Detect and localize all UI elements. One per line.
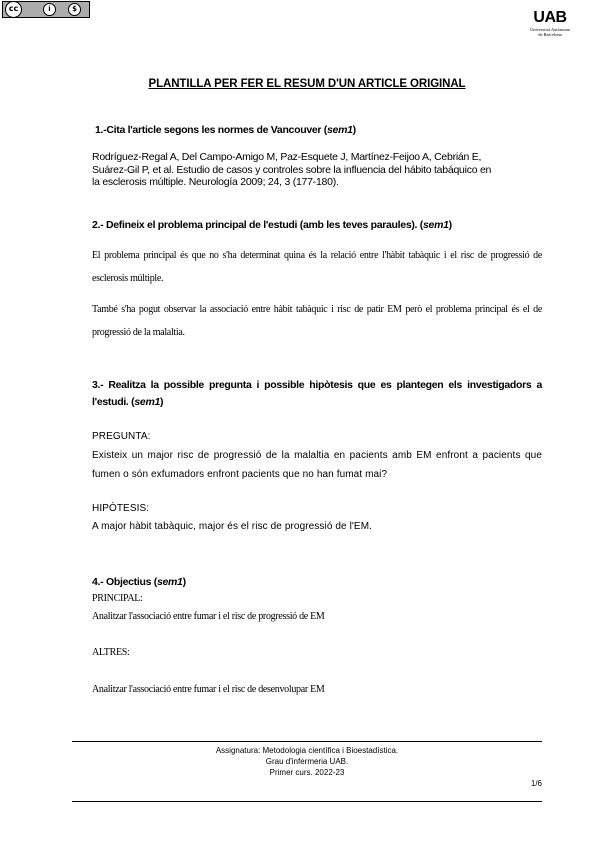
section-4-tag: sem1 — [156, 576, 183, 588]
footer-course: Assignatura: Metodologia científica i Bioestadística. — [215, 746, 399, 755]
footer — [72, 745, 542, 778]
license-badge — [2, 1, 90, 18]
footer-top-rule — [72, 741, 542, 742]
hypothesis-text: A major hàbit tabàquic, major és el risc de progressió de l'EM. — [92, 521, 373, 532]
attribution-icon: i — [43, 3, 56, 16]
others-label: ALTRES: — [92, 647, 130, 658]
section-2-heading-text: 2.- Defineix el problema principal de l'estudi (amb les teves paraules). ( — [92, 219, 423, 231]
principal-objective: Analitzar l'associació entre fumar i el risc de progressió de EM — [92, 611, 325, 622]
logo-name: UAB — [533, 9, 567, 26]
section-1-heading-text: 1.-Cita l'article segons les normes de Vancouver ( — [95, 124, 328, 136]
section-2-paragraph-1: El problema principal és que no s'ha determinat quina és la relació entre l'hàbit tabàquic i el risc de progressió de esclerosis múltiple. — [92, 250, 542, 284]
section-1-heading-end: ) — [352, 124, 356, 136]
logo-subtitle-2: de Barcelona — [538, 32, 562, 37]
non-commercial-icon: $ — [68, 3, 81, 16]
section-3-tag: sem1 — [134, 396, 161, 408]
section-1-tag: sem1 — [327, 124, 353, 136]
section-4-heading-end: ) — [182, 576, 186, 588]
footer-bottom-rule — [72, 801, 542, 802]
university-logo — [518, 9, 582, 37]
other-objective: Analitzar l'associació entre fumar i el risc de desenvolupar EM — [92, 684, 325, 695]
section-2-heading-end: ) — [448, 219, 452, 231]
citation-line-2: Suárez-Gil P, et al. Estudio de casos y controles sobre la influencia del hábito tabáquico en — [92, 163, 492, 176]
document-title: PLANTILLA PER FER EL RESUM D'UN ARTICLE ORIGINAL — [148, 78, 466, 90]
question-label: PREGUNTA: — [92, 431, 151, 442]
section-2-heading — [92, 219, 452, 231]
principal-label: PRINCIPAL: — [92, 593, 143, 604]
section-3-heading-end: ) — [160, 396, 164, 408]
section-4-heading-text: 4.- Objectius ( — [92, 576, 157, 588]
section-2-tag: sem1 — [423, 219, 449, 231]
section-2-paragraph-2: També s'ha pogut observar la associació entre hàbit tabàquic i risc de patir EM però el problema principal és el de progressió de la malaltia. — [92, 304, 542, 338]
hypothesis-label: HIPÒTESIS: — [92, 503, 150, 514]
section-4-heading — [92, 576, 186, 588]
page-number: 1/6 — [530, 779, 542, 788]
section-3-heading-text: 3.- Realitza la possible pregunta i possible hipòtesis que es plantegen els investigadors a l'estudi. ( — [92, 379, 542, 408]
citation-line-3: la esclerosis múltiple. Neurología 2009; 24, 3 (177-180). — [92, 176, 339, 188]
creative-commons-icon: cc — [5, 1, 22, 18]
logo-subtitle-1: Universitat Autònoma — [530, 27, 570, 32]
section-1-citation — [92, 151, 552, 189]
footer-year: Primer curs. 2022-23 — [269, 768, 345, 777]
question-text: Existeix un major risc de progressió de la malaltia en pacients amb EM enfront a pacients que fumen o són exfumadors enfront pacients que no han fumat mai? — [92, 450, 542, 480]
citation-line-1: Rodríguez-Regal A, Del Campo-Amigo M, Paz-Esquete J, Martínez-Feijoo A, Cebrián E, — [92, 151, 482, 163]
footer-degree: Grau d'infermeria UAB. — [265, 757, 349, 766]
section-1-heading — [95, 124, 356, 136]
section-3-heading — [92, 377, 542, 411]
